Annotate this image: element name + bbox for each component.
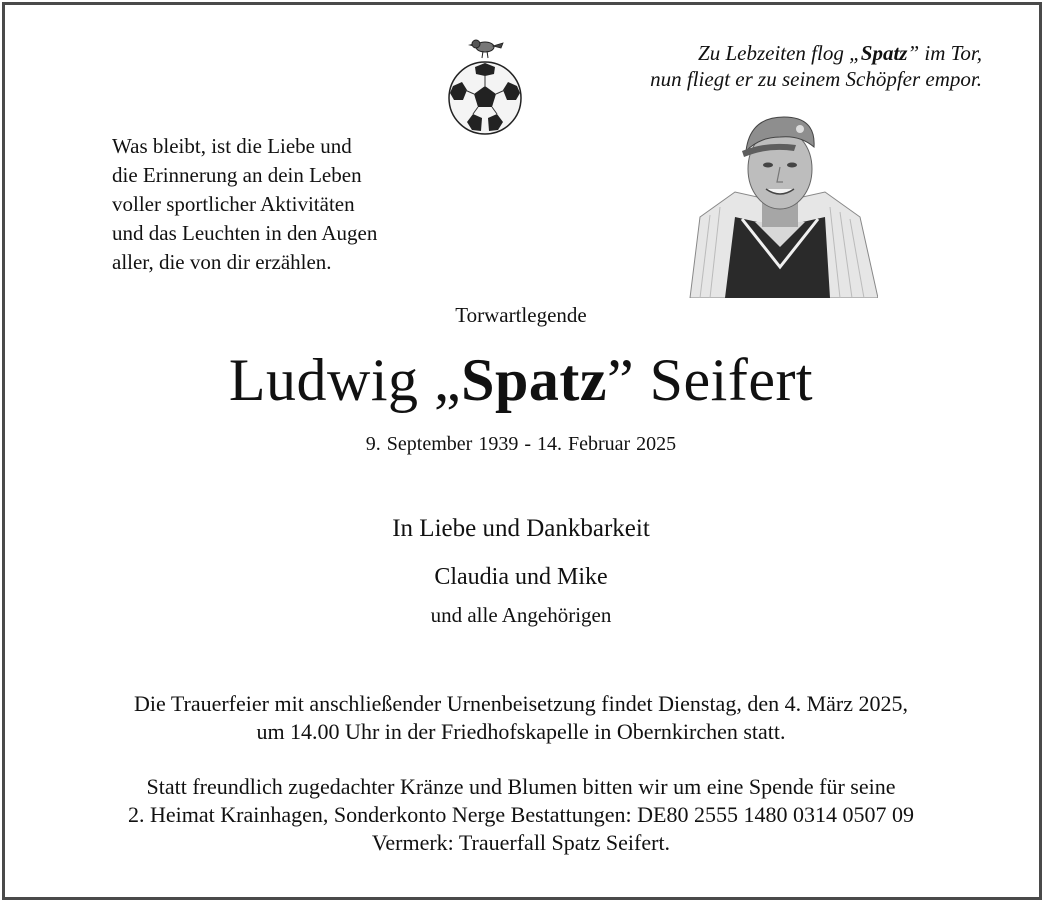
opening-quote <box>520 40 982 92</box>
donation-notice <box>0 773 1042 857</box>
donation-line-2: 2. Heimat Krainhagen, Sonderkonto Nerge Bestattungen: DE80 2555 1480 0314 0507 09 <box>128 802 914 827</box>
name-first: Ludwig „ <box>228 347 462 413</box>
quote-line-2: nun fliegt er zu seinem Schöpfer empor. <box>650 67 982 91</box>
donation-line-3: Vermerk: Trauerfall Spatz Seifert. <box>371 830 671 855</box>
memorial-poem <box>112 132 472 277</box>
poem-line: Was bleibt, ist die Liebe und <box>112 134 352 158</box>
poem-line: aller, die von dir erzählen. <box>112 250 332 274</box>
subtitle-title: Torwartlegende <box>455 303 587 327</box>
name-nickname: Spatz <box>461 347 608 413</box>
name-last: ” Seifert <box>607 347 814 413</box>
family-names: Claudia und Mike <box>434 564 608 590</box>
funeral-line-2: um 14.00 Uhr in der Friedhofskapelle in Obernkirchen statt. <box>256 719 786 744</box>
soccer-ball-bird-icon <box>445 38 525 138</box>
funeral-line-1: Die Trauerfeier mit anschließender Urnenbeisetzung findet Dienstag, den 4. März 2025, <box>133 691 909 716</box>
thanks-line: In Liebe und Dankbarkeit <box>392 515 650 542</box>
quote-nickname: Spatz <box>860 41 908 65</box>
quote-line-1 <box>520 40 982 66</box>
poem-line: und das Leuchten in den Augen <box>112 221 378 245</box>
portrait-photo <box>680 107 878 298</box>
deceased-name <box>0 342 1042 418</box>
quote-line-1-suffix: ” im Tor, <box>907 41 982 65</box>
relatives-line: und alle Angehörigen <box>430 603 612 627</box>
funeral-notice <box>0 690 1042 746</box>
donation-line-1: Statt freundlich zugedachter Kränze und Blumen bitten wir um eine Spende für seine <box>146 774 896 799</box>
poem-line: die Erinnerung an dein Leben <box>112 163 362 187</box>
quote-line-1-prefix: Zu Lebzeiten flog „ <box>698 41 861 65</box>
life-dates: 9. September 1939 - 14. Februar 2025 <box>365 433 677 455</box>
poem-line: voller sportlicher Aktivitäten <box>112 192 355 216</box>
bird-icon <box>468 40 503 58</box>
